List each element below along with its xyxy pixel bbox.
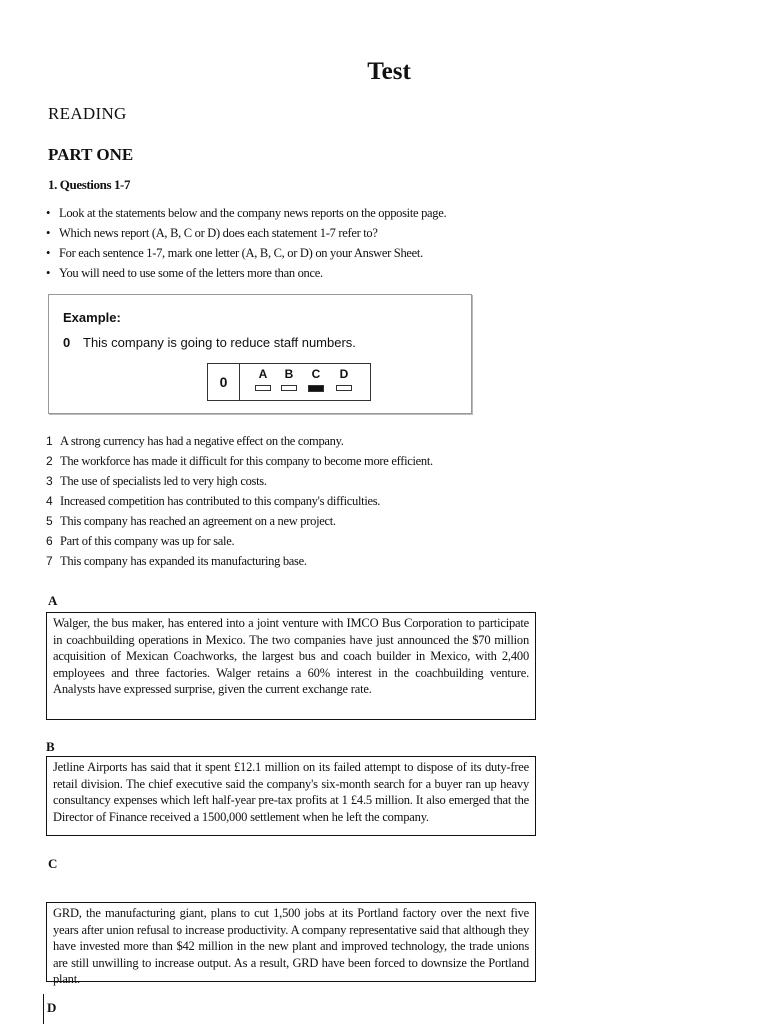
option-c-label: C	[311, 367, 321, 381]
question-heading: 1. Questions 1-7	[48, 177, 131, 192]
statement-list	[46, 431, 433, 571]
report-a-text: Walger, the bus maker, has entered into a joint venture with IMCO Bus Corporation to participate in coachbuilding operations in Mexico. The two companies have just announced the $70 million acquisition of Mexican Coachworks, the largest bus and coach builder in Mexico, with 2,400 employees and three factories. Walger retains a 60% interest in the coachbuilding venture. Analysts have expressed surprise, given the current exchange rate.	[46, 612, 536, 720]
statement-item: 2 The workforce has made it difficult for this company to become more efficient.	[46, 454, 433, 468]
section-heading: READING	[48, 104, 127, 123]
statement-item: 4 Increased competition has contributed to this company's difficulties.	[46, 494, 381, 508]
report-d-letter: D	[47, 1000, 57, 1015]
statement-item: 7 This company has expanded its manufacturing base.	[46, 554, 307, 568]
bullet-icon: •	[46, 206, 51, 220]
part-heading: PART ONE	[48, 145, 134, 164]
option-a-label: A	[258, 367, 268, 381]
instruction-list	[46, 203, 446, 283]
bullet-icon: •	[46, 266, 51, 280]
example-answer-grid	[207, 363, 371, 401]
report-a-letter: A	[48, 593, 58, 608]
option-d-label: D	[339, 367, 349, 381]
statement-item: 3 The use of specialists led to very high costs.	[46, 474, 267, 488]
report-b-letter: B	[46, 739, 55, 754]
report-c-letter: C	[48, 856, 58, 871]
option-b-mark	[281, 385, 297, 391]
instruction-item: • For each sentence 1-7, mark one letter (A, B, C, or D) on your Answer Sheet.	[46, 243, 446, 263]
bullet-icon: •	[46, 246, 51, 260]
example-box	[48, 294, 472, 414]
example-number: 0	[63, 335, 71, 350]
instruction-item: • Look at the statements below and the company news reports on the opposite page.	[46, 203, 446, 223]
instruction-item: • Which news report (A, B, C or D) does each statement 1-7 refer to?	[46, 223, 446, 243]
bullet-icon: •	[46, 226, 51, 240]
instruction-item: • You will need to use some of the letters more than once.	[46, 263, 446, 283]
statement-item: 5 This company has reached an agreement on a new project.	[46, 514, 336, 528]
statement-item: 1 A strong currency has had a negative effect on the company.	[46, 434, 344, 448]
option-b-label: B	[284, 367, 294, 381]
answer-number: 0	[208, 364, 240, 400]
example-text: This company is going to reduce staff numbers.	[83, 335, 356, 350]
page-title: Test	[367, 58, 411, 85]
report-c-text: GRD, the manufacturing giant, plans to cut 1,500 jobs at its Portland factory over the next five years after union refusal to increase productivity. A company representative said that although they have invested more than $42 million in the new plant and improved technology, the trade unions are still unwilling to increase output. As a result, GRD have been forced to downsize the Portland plant.	[46, 902, 536, 982]
statement-item: 6 Part of this company was up for sale.	[46, 534, 235, 548]
option-d-mark	[336, 385, 352, 391]
text-cursor	[43, 994, 44, 1024]
option-c-mark	[308, 385, 324, 392]
report-b-text: Jetline Airports has said that it spent £12.1 million on its failed attempt to dispose of its duty-free retail division. The chief executive said the company's six-month search for a buyer ran up heavy consultancy expenses which left half-year pre-tax profits at 1 £4.5 million. It also emerged that the Director of Finance received a 1500,000 settlement when he left the company.	[46, 756, 536, 836]
option-a-mark	[255, 385, 271, 391]
example-label: Example:	[63, 310, 121, 325]
